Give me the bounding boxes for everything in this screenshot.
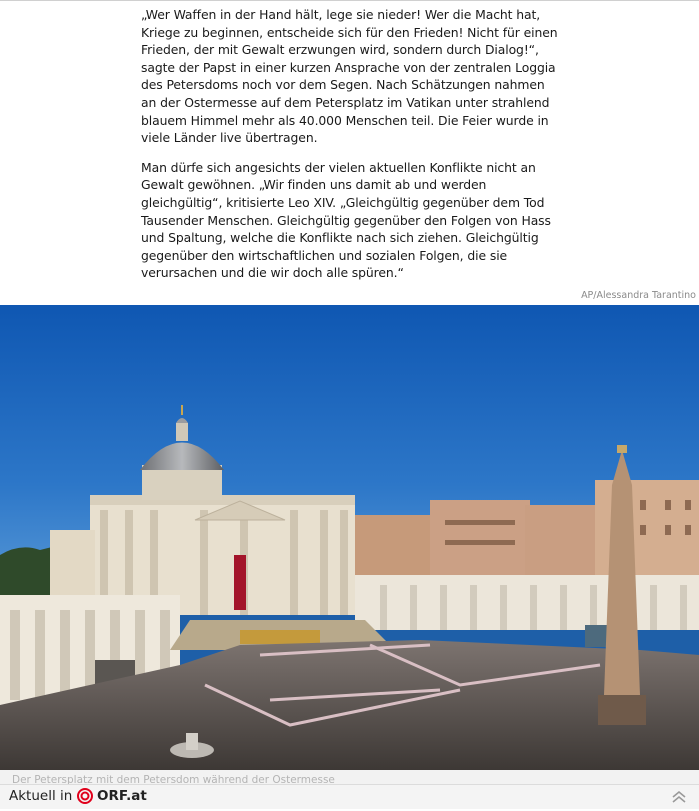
double-chevron-up-icon: [669, 787, 689, 807]
image-credit: AP/Alessandra Tarantino: [581, 290, 696, 301]
orf-brand-link[interactable]: ORF.at: [97, 788, 147, 804]
article-paragraph-1: „Wer Waffen in der Hand hält, lege sie nieder! Wer die Macht hat, Kriege zu beginnen, entscheide sich für den Frieden! Nicht für einen Frieden, der mit Gewalt erzwungen wird, sondern durch Dialog!“, sagte der Papst in einer kurzen Ansprache von der zentralen Loggia des Petersdoms noch vor dem Segen. Nach Schätzungen nahmen an der Ostermesse auf dem Petersplatz im Vatikan unter strahlend blauem Himmel mehr als 40.000 Menschen teil. Die Feier wurde in viele Länder live übertragen.: [141, 7, 558, 146]
article-photo-st-peters-square: [0, 305, 699, 770]
article-paragraph-2: Man dürfe sich angesichts der vielen aktuellen Konflikte nicht an Gewalt gewöhnen. „Wir finden uns damit ab und werden gleichgültig“, kritisierte Leo XIV. „Gleichgültig gegenüber dem Tod Tausender Menschen. Gleichgültig gegenüber den Folgen von Hass und Spaltung, welche die Konflikte nach sich ziehen. Gleichgültig gegenüber den wirtschaftlichen und sozialen Folgen, die sie verursachen und die wir doch alle spüren.“: [141, 159, 551, 281]
sticky-footer-bar[interactable]: [0, 784, 699, 809]
image-caption: Der Petersplatz mit dem Petersdom während der Ostermesse: [12, 774, 335, 784]
top-divider: [0, 0, 699, 1]
expand-footer-button[interactable]: [669, 787, 689, 807]
footer-label: Aktuell in: [9, 788, 73, 804]
orf-logo-icon: [77, 788, 93, 804]
article-body: [141, 6, 561, 294]
image-caption-strip: [0, 770, 699, 784]
